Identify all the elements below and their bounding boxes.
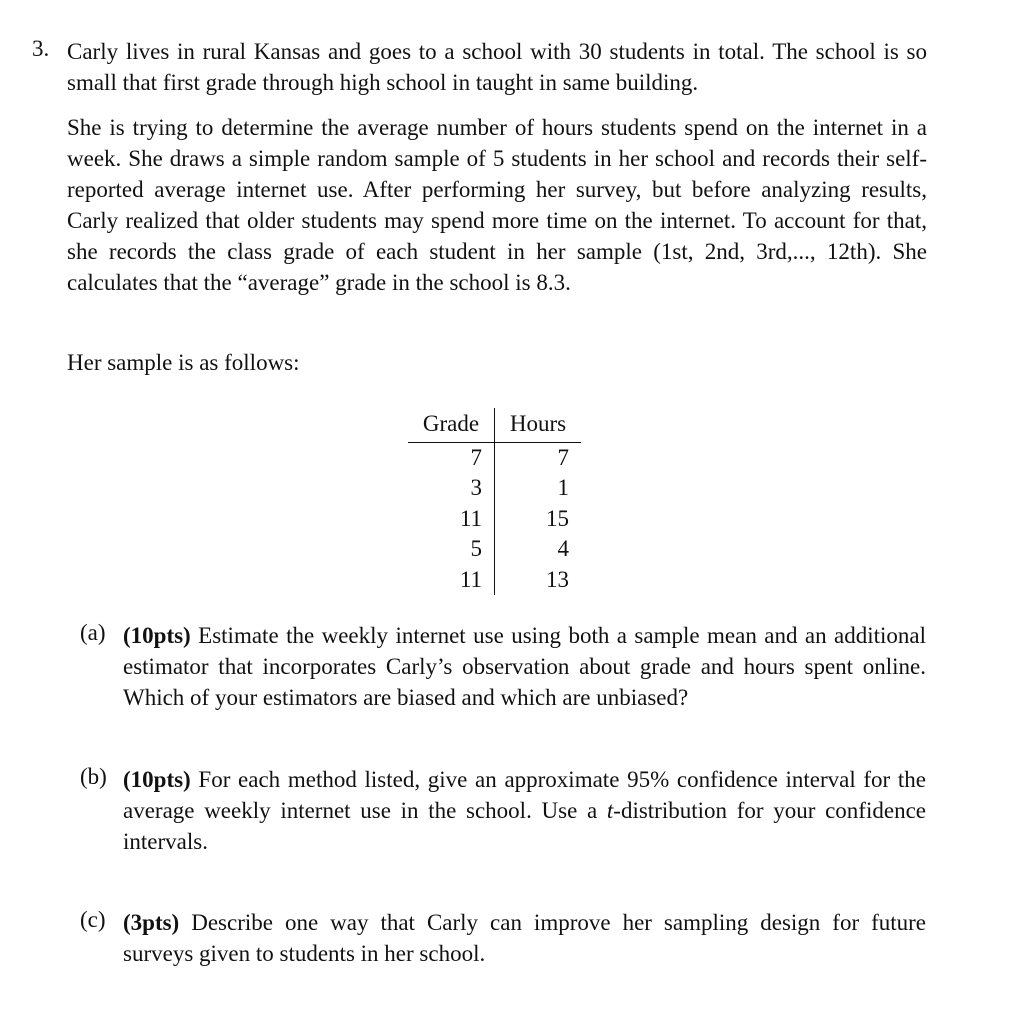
cell-grade: 3 [408,473,495,504]
table-row [408,473,581,504]
part-c-label: (c) [80,907,106,932]
table-header-row [408,408,581,442]
cell-hours: 13 [546,566,569,592]
cell-hours: 15 [546,505,569,531]
cell-grade: 11 [408,504,495,535]
part-a-text [123,620,926,713]
sample-table [408,408,581,595]
part-a-label: (a) [80,620,106,645]
part-b-body-start: For each method listed, give an approximate 95% confidence interval for the average weekly internet use in the school. Use a [123,767,926,823]
cell-grade: 11 [408,565,495,596]
problem-number: 3. [32,36,50,61]
cell-hours: 1 [557,475,569,500]
table-row [408,534,581,565]
problem-intro: Carly lives in rural Kansas and goes to a school with 30 students in total. The school is so small that first grade through high school in taught in same building. [67,39,927,95]
part-a-body: Estimate the weekly internet use using both a sample mean and an additional estimator that incorporates Carly’s observation about grade and hours spent online. Which of your estimators are biased and which are unbiased? [123,623,926,710]
cell-grade: 5 [408,534,495,565]
part-c-points: (3pts) [123,910,180,935]
cell-grade: 7 [408,442,495,473]
sample-table-container [408,408,581,595]
problem-description: She is trying to determine the average number of hours students spend on the internet in a week. She draws a simple random sample of 5 students in her school and records their self-reported average internet use. After performing her survey, but before analyzing results, Carly realized that older students may spend more time on the internet. To account for that, she records the class grade of each student in her sample (1st, 2nd, 3rd,..., 12th). She calculates that the “average” grade in the school is 8.3. [67,115,927,295]
t-symbol: t [606,798,614,823]
part-b-label: (b) [80,764,107,789]
cell-hours: 4 [557,536,569,561]
table-row [408,442,581,473]
part-b-points: (10pts) [123,767,191,792]
part-c-text [123,907,926,969]
header-hours: Hours [495,408,582,442]
table-row [408,504,581,535]
sample-intro: Her sample is as follows: [67,350,300,375]
cell-hours: 7 [557,444,569,470]
header-grade: Grade [408,408,495,442]
table-row [408,565,581,596]
part-c-body: Describe one way that Carly can improve her sampling design for future surveys given to students in her school. [123,910,927,966]
part-b-text [123,764,926,857]
part-a-points: (10pts) [123,623,191,648]
part-b-body-end: -distribution for your confidence intervals. [123,798,926,854]
